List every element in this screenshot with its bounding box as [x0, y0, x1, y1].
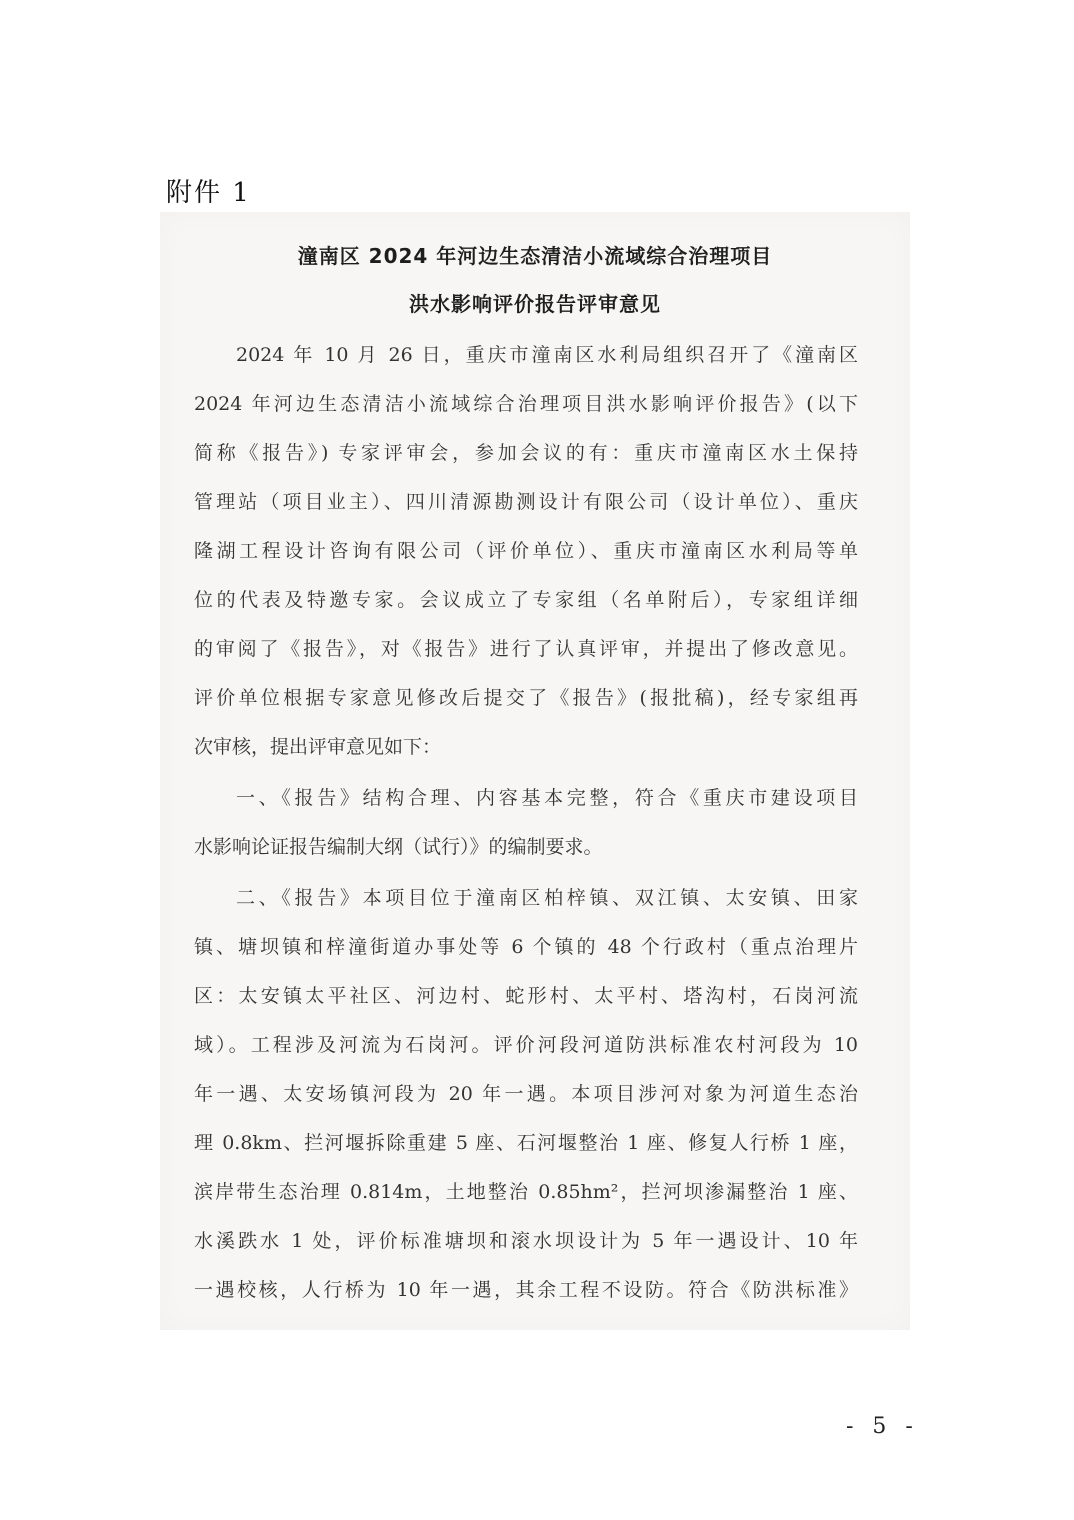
body-line: 次审核，提出评审意见如下：: [194, 736, 442, 758]
body-line: 简称《报告》) 专家评审会，参加会议的有：重庆市潼南区水土保持: [194, 442, 858, 464]
body-line: 一遇校核，人行桥为 10 年一遇，其余工程不设防。符合《防洪标准》: [194, 1279, 858, 1301]
body-line: 年一遇、太安场镇河段为 20 年一遇。本项目涉河对象为河道生态治: [194, 1083, 858, 1105]
body-line: 一、《报告》结构合理、内容基本完整，符合《重庆市建设项目: [236, 787, 858, 809]
body-line: 镇、塘坝镇和梓潼街道办事处等 6 个镇的 48 个行政村（重点治理片: [194, 936, 858, 958]
document-title-line-1: 潼南区 2024 年河边生态清洁小流域综合治理项目: [297, 244, 773, 268]
scanned-document: [160, 212, 910, 1330]
body-line: 水影响论证报告编制大纲（试行）》的编制要求。: [194, 836, 603, 858]
body-line: 2024 年 10 月 26 日，重庆市潼南区水利局组织召开了《潼南区: [236, 344, 858, 366]
page-number: - 5 -: [846, 1414, 919, 1439]
body-line: 评价单位根据专家意见修改后提交了《报告》(报批稿)，经专家组再: [194, 687, 858, 709]
body-line: 滨岸带生态治理 0.814m，土地整治 0.85hm²，拦河坝渗漏整治 1 座、: [194, 1181, 858, 1203]
body-line: 隆湖工程设计咨询有限公司（评价单位）、重庆市潼南区水利局等单: [194, 540, 858, 562]
body-line: 理 0.8km、拦河堰拆除重建 5 座、石河堰整治 1 座、修复人行桥 1 座，: [194, 1132, 858, 1154]
attachment-label: 附件 1: [166, 178, 251, 208]
body-line: 位的代表及特邀专家。会议成立了专家组（名单附后），专家组详细: [194, 589, 858, 611]
body-line: 的审阅了《报告》，对《报告》进行了认真评审，并提出了修改意见。: [194, 638, 858, 660]
body-line: 域）。工程涉及河流为石岗河。评价河段河道防洪标准农村河段为 10: [194, 1034, 858, 1056]
document-title-line-2: 洪水影响评价报告评审意见: [409, 292, 661, 316]
body-line: 二、《报告》本项目位于潼南区柏梓镇、双江镇、太安镇、田家: [236, 887, 858, 909]
body-line: 2024 年河边生态清洁小流域综合治理项目洪水影响评价报告》(以下: [194, 393, 858, 415]
body-line: 管理站（项目业主）、四川清源勘测设计有限公司（设计单位）、重庆: [194, 491, 858, 513]
body-line: 水溪跌水 1 处，评价标准塘坝和滚水坝设计为 5 年一遇设计、10 年: [194, 1230, 858, 1252]
body-line: 区：太安镇太平社区、河边村、蛇形村、太平村、塔沟村，石岗河流: [194, 985, 858, 1007]
